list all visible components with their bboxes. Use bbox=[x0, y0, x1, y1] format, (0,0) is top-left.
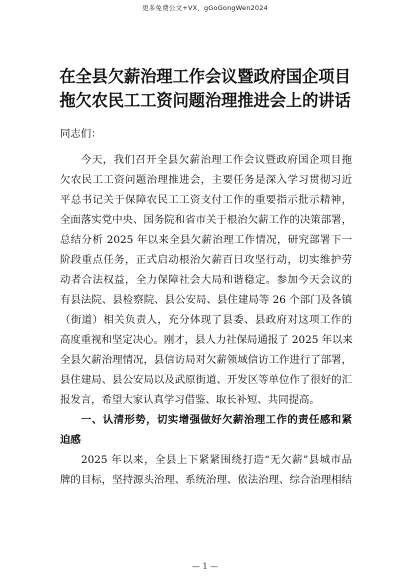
body-line: 总结分析 2025 年以来全县欠薪治理工作情况，研究部署下一 bbox=[60, 234, 352, 246]
body-line: 阶段重点任务，正式启动根治欠薪百日攻坚行动，切实维护劳 bbox=[60, 254, 352, 266]
section-heading-line-2: 迫感 bbox=[60, 434, 81, 446]
salutation: 同志们： bbox=[60, 128, 102, 140]
body-line: 县住建局、县公安局以及武原街道、开发区等单位作了很好的汇 bbox=[60, 374, 352, 386]
body-line: 全面落实党中央、国务院和省市关于根治欠薪工作的决策部署， bbox=[60, 214, 352, 226]
document-title-line-2: 拖欠农民工工资问题治理推进会上的讲话 bbox=[59, 91, 351, 110]
body-line: 欠农民工工资问题治理推进会，主要任务是深入学习贯彻习近 bbox=[60, 174, 352, 186]
page-number: — 1 — bbox=[191, 562, 219, 571]
header-note: 更多免费公文+VX，gGoGongWen2024 bbox=[142, 4, 268, 12]
section-heading-line-1: 一、认清形势，切实增强做好欠薪治理工作的责任感和紧 bbox=[81, 414, 352, 426]
body-line: 今天，我们召开全县欠薪治理工作会议暨政府国企项目拖 bbox=[81, 154, 352, 166]
body-line: 全县欠薪治理情况，县信访局对欠薪领域信访工作进行了部署， bbox=[60, 354, 352, 366]
body-line: 动者合法权益，全力保障社会大局和谐稳定。参加今天会议的 bbox=[60, 274, 352, 286]
section-body-line: 2025 年以来，全县上下紧紧围绕打造“无欠薪”县城市品 bbox=[81, 454, 352, 466]
section-body-line: 牌的目标，坚持源头治理、系统治理、依法治理、综合治理相结 bbox=[60, 474, 352, 486]
body-line: 报发言，希望大家认真学习借鉴、取长补短、共同提高。 bbox=[60, 394, 320, 406]
document-title-line-1: 在全县欠薪治理工作会议暨政府国企项目 bbox=[59, 67, 351, 86]
body-line: （街道）相关负责人，充分体现了县委、县政府对这项工作的 bbox=[60, 314, 352, 326]
body-line: 高度重视和坚定决心。刚才，县人力社保局通报了 2025 年以来 bbox=[60, 334, 353, 346]
body-line: 平总书记关于保障农民工工资支付工作的重要指示批示精神， bbox=[60, 194, 352, 206]
body-line: 有县法院、县检察院、县公安局、县住建局等 26 个部门及各镇 bbox=[60, 294, 352, 306]
